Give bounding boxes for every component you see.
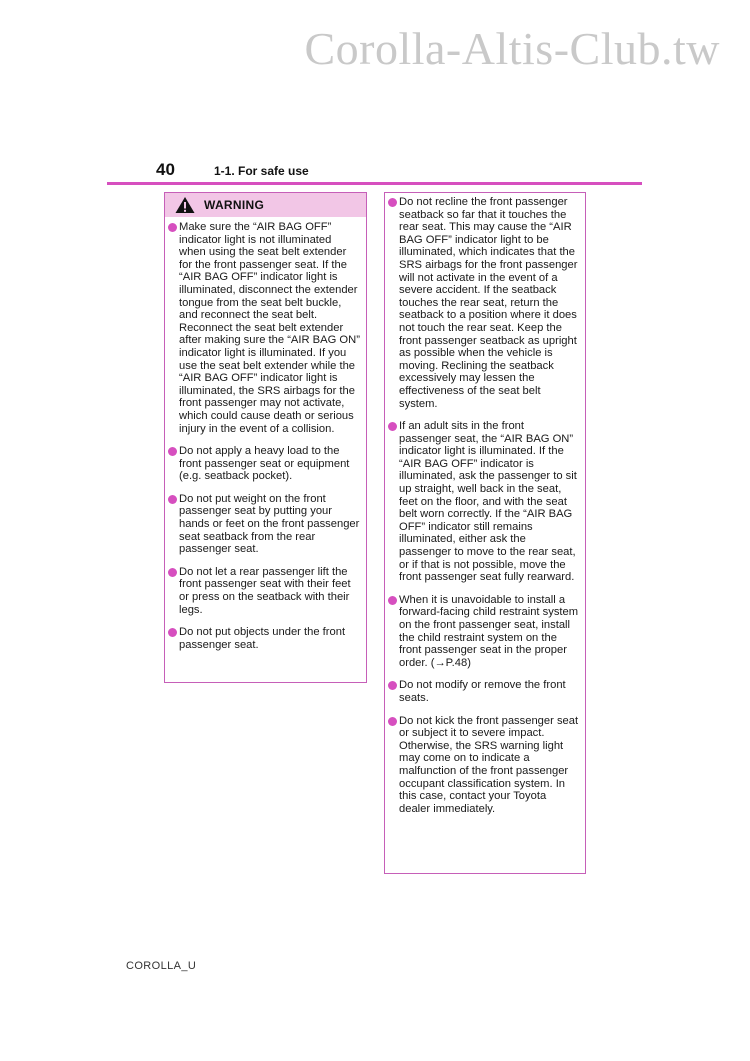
bullet-icon [168, 495, 177, 504]
bullet-icon [168, 568, 177, 577]
list-item [171, 566, 360, 616]
warning-list-left [165, 217, 366, 651]
bullet-icon [168, 223, 177, 232]
footer-code: COROLLA_U [126, 960, 197, 972]
page-number: 40 [156, 160, 175, 179]
bullet-icon [388, 681, 397, 690]
list-item-text: Do not recline the front passenger seatback so far that it touches the rear seat. This may cause the “AIR BAG OFF” indicator light to be illuminated, which indicates that the SRS airbags for the front passenger will not activate in the event of a severe accident. If the seatback touches the rear seat, return the seatback to a position where it does not touch the rear seat. Keep the front passenger seatback as upright as possible when the vehicle is moving. Reclining the seatback excessively may lessen the effectiveness of the seat belt system. [399, 196, 578, 410]
list-item [391, 196, 579, 410]
warning-box-left [164, 192, 367, 683]
header-divider [107, 182, 642, 185]
bullet-icon [388, 717, 397, 726]
list-item [391, 679, 579, 704]
warning-header [165, 193, 366, 217]
bullet-icon [168, 628, 177, 637]
warning-triangle-icon [175, 196, 195, 214]
list-item-text: Do not kick the front passenger seat or subject it to severe impact. Otherwise, the SRS warning light may come on to indicate a malfunction of the front passenger occupant classification system. In this case, contact your Toyota dealer immediately. [399, 714, 579, 815]
list-item [171, 493, 360, 556]
list-item-text: Do not apply a heavy load to the front passenger seat or equipment (e.g. seatback pocket). [179, 445, 350, 483]
list-item-text: When it is unavoidable to install a forward-facing child restraint system on the front passenger seat, install the child restraint system on the front passenger seat in the proper order. (→P.48) [399, 593, 579, 669]
list-item-text: Do not put objects under the front passenger seat. [179, 626, 346, 651]
list-item [171, 626, 360, 651]
list-item [171, 445, 360, 483]
list-item-text: If an adult sits in the front passenger seat, the “AIR BAG ON” indicator light is illuminated. If the “AIR BAG OFF” indicator is illuminated, ask the passenger to sit up straight, well back in the seat, feet on the floor, and with the seat belt worn correctly. If the “AIR BAG OFF” indicator still remains illuminated, either ask the passenger to move to the rear seat, or if that is not possible, move the front passenger seat fully rearward. [399, 420, 577, 584]
bullet-icon [388, 596, 397, 605]
list-item-text: Make sure the “AIR BAG OFF” indicator light is not illuminated when using the seat belt extender for the front passenger seat. If the “AIR BAG OFF” indicator light is illuminated, disconnect the extender tongue from the seat belt buckle, and reconnect the seat belt. Reconnect the seat belt extender after making sure the “AIR BAG ON” indicator light is illuminated. If you use the seat belt extender while the “AIR BAG OFF” indicator light is illuminated, the SRS airbags for the front passenger may not activate, which could cause death or serious injury in the event of a collision. [179, 221, 360, 435]
watermark-text: Corolla-Altis-Club.tw [304, 23, 720, 74]
list-item [171, 221, 360, 435]
warning-box-right [384, 192, 586, 874]
bullet-icon [168, 447, 177, 456]
section-title: 1-1. For safe use [214, 164, 309, 178]
list-item [391, 420, 579, 584]
list-item-text: Do not modify or remove the front seats. [399, 679, 566, 704]
bullet-icon [388, 198, 397, 207]
list-item-text: Do not let a rear passenger lift the front passenger seat with their feet or press on the seatback with their legs. [179, 565, 351, 616]
list-item-text: Do not put weight on the front passenger seat by putting your hands or feet on the front passenger seat seatback from the rear passenger seat. [179, 492, 360, 556]
list-item [391, 594, 579, 670]
warning-list-right [385, 193, 585, 815]
bullet-icon [388, 422, 397, 431]
warning-title: WARNING [204, 198, 265, 212]
list-item [391, 715, 579, 816]
